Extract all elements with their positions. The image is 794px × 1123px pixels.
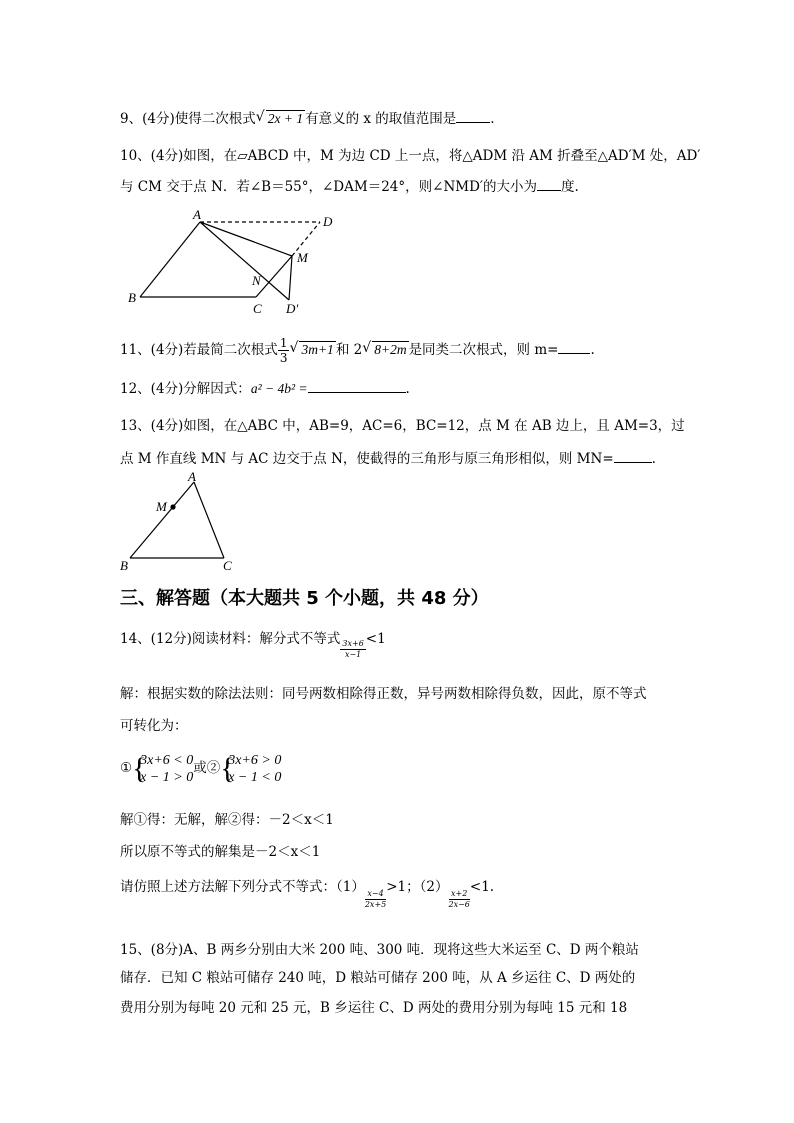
label-b: B: [120, 558, 128, 573]
figure-triangle: [116, 470, 246, 575]
q14-intro-text: 14、(12分)阅读材料：解分式不等式: [120, 631, 341, 647]
q14-solution-line1: 解：根据实数的除法法则：同号两数相除得正数，异号两数相除得负数，因此，原不等式: [120, 686, 647, 702]
sqrt-expression: √ 2x + 1: [255, 109, 304, 126]
system-2-line-b: x − 1 < 0: [228, 769, 282, 785]
system-1-line-a: 3x+6 < 0: [140, 752, 194, 768]
answer-blank: [614, 448, 652, 463]
q14-result-line1: 解①得：无解，解②得：－2＜x＜1: [120, 812, 334, 828]
q11-suffix: 是同类二次根式，则 m=: [408, 342, 559, 358]
label-d: D: [323, 214, 333, 229]
q9-end: .: [490, 111, 495, 127]
label-c: C: [223, 558, 232, 573]
edge-ab: [130, 482, 194, 558]
label-a: A: [193, 207, 201, 222]
edge-am: [200, 222, 292, 256]
figure-parallelogram: [120, 205, 350, 320]
label-c: C: [253, 301, 262, 316]
edge-mdprime: [289, 256, 292, 300]
q11-coef: 2: [353, 342, 363, 358]
q14-task-prefix: 请仿照上述方法解下列分式不等式：（1）: [120, 879, 365, 895]
question-13-line2: [120, 448, 656, 469]
q9-radicand: 2x + 1: [267, 111, 304, 126]
q13-line2-text: 点 M 作直线 MN 与 AC 边交于点 N，使截得的三角形与原三角形相似，则 MN=: [120, 451, 614, 467]
edge-ab: [140, 222, 200, 297]
point-m: [170, 504, 175, 509]
q14-intro-end: <1: [365, 631, 386, 647]
answer-blank: [558, 339, 590, 354]
q11-mid: 和: [335, 342, 350, 358]
frac-denominator: 3: [279, 351, 288, 365]
q9-prefix: 9、(4分)使得二次根式: [120, 111, 256, 127]
q10-line2-end: 度.: [560, 179, 579, 195]
system-2-line-a: 3x+6 > 0: [228, 752, 282, 768]
question-10-line2: [120, 176, 579, 197]
fraction-task-1: [365, 889, 386, 910]
q9-suffix: 有意义的 x 的取值范围是: [305, 111, 457, 127]
label-n: N: [252, 273, 261, 288]
question-15-line1: 15、(8分)A、B 两乡分别由大米 200 吨、300 吨．现将这些大米运至 C、D 两个粮站: [120, 942, 639, 958]
system-1-label: ①: [120, 760, 133, 776]
answer-blank: [537, 176, 561, 191]
question-13-line1: 13、(4分)如图，在△ABC 中，AB=9，AC=6，BC=12，点 M 在 AB 边上，且 AM=3，过: [120, 418, 685, 434]
answer-blank: [308, 378, 406, 393]
sqrt-8-plus-2m: √ 8+2m: [362, 340, 407, 357]
q11-prefix: 11、(4分)若最简二次根式: [120, 342, 278, 358]
question-10-line1: 10、(4分)如图，在▱ABCD 中，M 为边 CD 上一点，将△ADM 沿 AM 折叠至△AD′M 处，AD′: [120, 148, 701, 164]
question-15-line2: 储存．已知 C 粮站可储存 240 吨，D 粮站可储存 200 吨，从 A 乡运往 C、D 两处的: [120, 970, 636, 986]
label-a: A: [188, 470, 196, 484]
frac-denominator: 2x+5: [364, 900, 387, 909]
q12-expression: a² − 4b² =: [250, 381, 308, 396]
q12-end: .: [405, 381, 410, 397]
fraction-task-2: [449, 889, 470, 910]
edge-ac: [194, 482, 224, 558]
q14-task: [120, 874, 495, 909]
frac-denominator: x−1: [344, 650, 362, 659]
label-m: M: [156, 499, 167, 514]
fraction-intro: [340, 639, 365, 660]
frac-numerator: x−4: [365, 889, 386, 900]
q11-radicand-1: 3m+1: [301, 342, 334, 357]
q11-radicand-2: 8+2m: [374, 342, 407, 357]
q14-result-line2: 所以原不等式的解集是－2＜x＜1: [120, 844, 321, 860]
q12-prefix: 12、(4分)分解因式：: [120, 381, 251, 397]
q14-solution-line2: 可转化为：: [120, 718, 188, 734]
label-dprime: D′: [286, 301, 299, 316]
q11-end: .: [590, 342, 595, 358]
question-11: [120, 336, 595, 365]
frac-denominator: 2x−6: [448, 900, 470, 909]
q13-line2-end: .: [651, 451, 656, 467]
question-14-intro: [120, 626, 386, 659]
system-1: { 3x+6 < 0 x − 1 > 0: [132, 751, 194, 785]
question-12: [120, 378, 410, 399]
system-1-line-b: x − 1 > 0: [140, 769, 194, 785]
q14-task-2-end: <1.: [469, 879, 495, 895]
frac-numerator: x+2: [449, 889, 470, 900]
question-15-line3: 费用分别为每吨 20 元和 25 元，B 乡运往 C、D 两处的费用分别为每吨 15 元和 18: [120, 1000, 628, 1016]
label-m: M: [297, 250, 308, 265]
q10-line2-text: 与 CM 交于点 N．若∠B＝55°，∠DAM＝24°，则∠NMD′的大小为: [120, 179, 537, 195]
q14-systems: [120, 750, 281, 786]
system-2-label: 或②: [193, 760, 221, 776]
section-title: 三、解答题（本大题共 5 个小题，共 48 分）: [120, 588, 489, 609]
frac-numerator: 1: [279, 336, 288, 350]
answer-blank: [456, 108, 490, 123]
label-b: B: [128, 290, 136, 305]
question-9: [120, 108, 495, 129]
sqrt-3m-plus-1: √ 3m+1: [289, 340, 334, 357]
system-2: { 3x+6 > 0 x − 1 < 0: [220, 751, 282, 785]
frac-numerator: 3x+6: [342, 639, 364, 648]
edge-adprime: [200, 222, 289, 300]
fraction-one-third: [278, 336, 290, 365]
q14-task-1-end: >1；（2）: [386, 879, 449, 895]
